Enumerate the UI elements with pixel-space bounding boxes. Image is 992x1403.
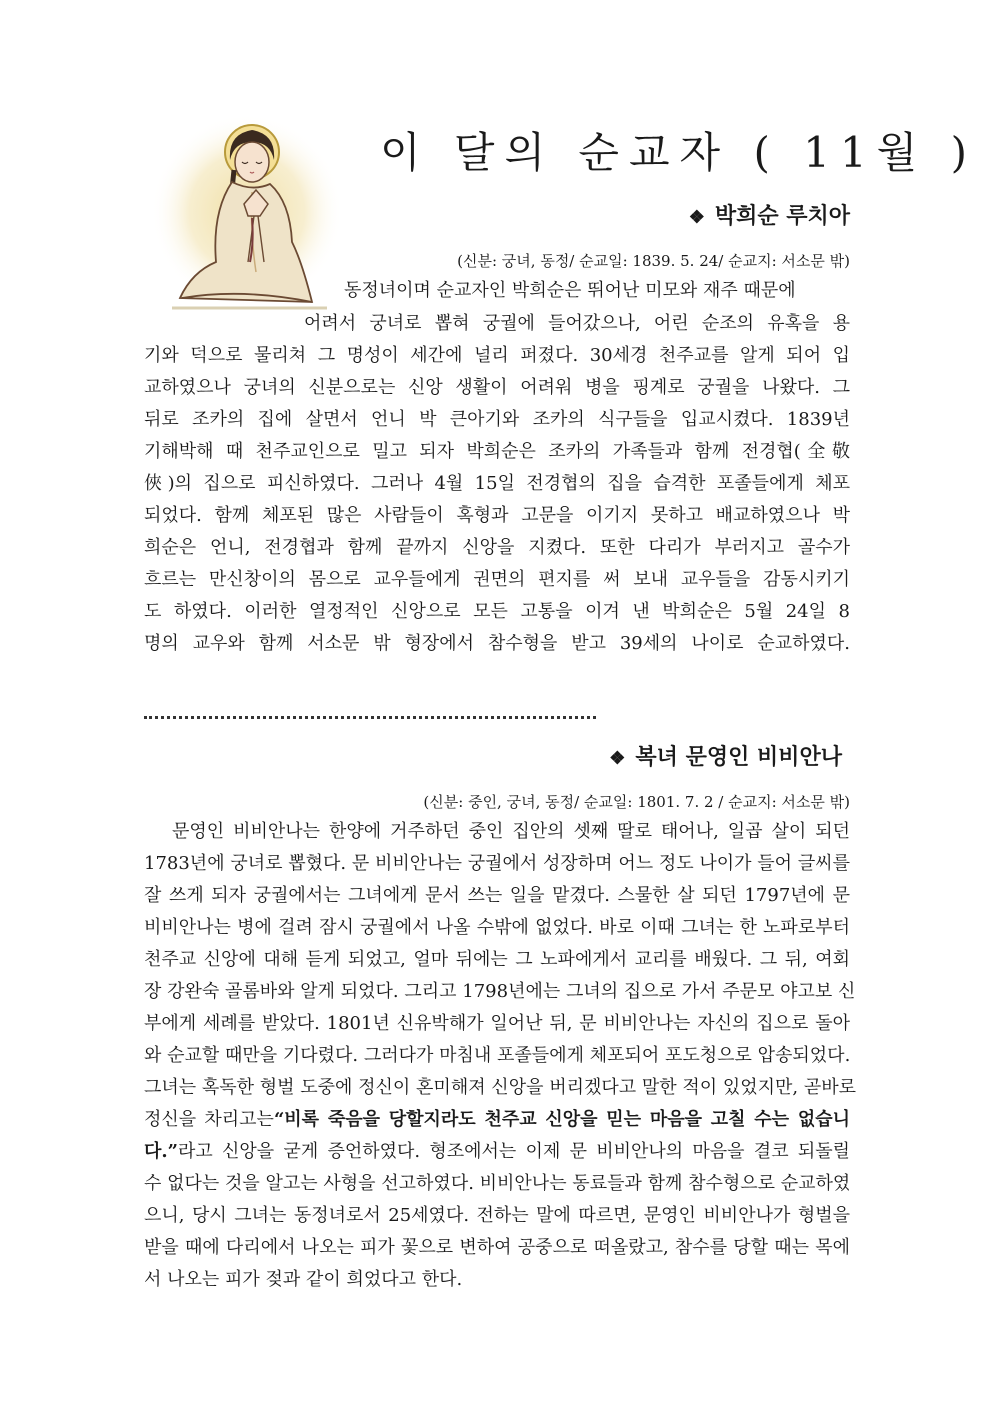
body-line: 문영인 비비안나는 한양에 거주하던 중인 집안의 셋째 딸로 태어나, 일곱 살이 되던 — [172, 821, 850, 842]
body-line: 잘 쓰게 되자 궁궐에서는 그녀에게 문서 쓰는 일을 맡겼다. 스물한 살 되던 1797년에 문 — [144, 885, 850, 906]
body-line: 그녀는 혹독한 형벌 도중에 정신이 혼미해져 신앙을 버리겠다고 말한 적이 있었지만, 곧바로 — [144, 1077, 857, 1098]
body-line: 俠)의 집으로 피신하였다. 그러나 4월 15일 전경협의 집을 습격한 포졸들에게 체포 — [144, 473, 850, 494]
body-line: 서 나오는 피가 젖과 같이 희었다고 한다. — [144, 1269, 463, 1290]
body-line: 동정녀이며 순교자인 박희순은 뛰어난 미모와 재주 때문에 — [344, 280, 796, 301]
quote-bold-end: 다.” — [144, 1141, 179, 1162]
martyr-meta-info: (신분: 궁녀, 동정/ 순교일: 1839. 5. 24/ 순교지: 서소문 밖) — [457, 252, 850, 270]
quote-bold-text: “비록 죽음을 당할지라도 천주교 신앙을 믿는 마음을 고칠 수는 없습니 — [273, 1109, 850, 1130]
section-title-text: 복녀 문영인 비비안나 — [635, 744, 842, 770]
body-line: 천주교 신앙에 대해 듣게 되었고, 얼마 뒤에는 그 노파에게서 교리를 배웠다. 그 뒤, 여회 — [144, 949, 850, 970]
body-line: 도 하였다. 이러한 열정적인 신앙으로 모든 고통을 이겨 낸 박희순은 5월 24일 8 — [144, 601, 850, 622]
body-line: 어려서 궁녀로 뽑혀 궁궐에 들어갔으나, 어린 순조의 유혹을 용 — [304, 313, 850, 334]
dotted-divider — [144, 716, 596, 719]
body-line: 와 순교할 때만을 기다렸다. 그러다가 마침내 포졸들에게 체포되어 포도청으로 압송되었다. — [144, 1045, 851, 1066]
section-title-mun-yeongin — [609, 740, 842, 771]
diamond-bullet-icon: ❖ — [688, 207, 705, 228]
body-line: 장 강완숙 골롬바와 알게 되었다. 그리고 1798년에는 그녀의 집으로 가서 주문모 야고보 신 — [144, 981, 856, 1002]
diamond-bullet-icon: ❖ — [609, 748, 626, 769]
body-line: 수 없다는 것을 알고는 사형을 선고하였다. 비비안나는 동료들과 함께 참수형으로 순교하였 — [144, 1173, 851, 1194]
body-line: 명의 교우와 함께 서소문 밖 형장에서 참수형을 받고 39세의 나이로 순교하였다. — [144, 633, 850, 654]
body-line: 받을 때에 다리에서 나오는 피가 꽃으로 변하여 공중으로 떠올랐고, 참수를 당할 때는 목에 — [144, 1237, 850, 1258]
body-line-quote-start — [144, 1104, 850, 1136]
body-line: 뒤로 조카의 집에 살면서 언니 박 큰아기와 조카의 식구들을 입교시켰다. 1839년 — [144, 409, 850, 430]
quote-trailing-text: 라고 신앙을 굳게 증언하였다. 형조에서는 이제 문 비비안나의 마음을 결코 되돌릴 — [178, 1141, 850, 1162]
body-line: 비비안나는 병에 걸려 잠시 궁궐에서 나올 수밖에 없었다. 바로 이때 그녀는 한 노파로부터 — [144, 917, 850, 938]
martyr-meta-info: (신분: 중인, 궁녀, 동정/ 순교일: 1801. 7. 2 / 순교지: 서소문 밖) — [423, 793, 850, 811]
body-line: 교하였으나 궁녀의 신분으로는 신앙 생활이 어려워 병을 핑계로 궁궐을 나왔다. 그 — [144, 377, 850, 398]
section-title-text: 박희순 루치아 — [714, 203, 850, 229]
body-line: 흐르는 만신창이의 몸으로 교우들에게 권면의 편지를 써 보내 교우들을 감동시키기 — [144, 569, 850, 590]
body-line: 기와 덕으로 물리쳐 그 명성이 세간에 널리 퍼졌다. 30세경 천주교를 알게 되어 입 — [144, 345, 850, 366]
body-line: 으니, 당시 그녀는 동정녀로서 25세였다. 전하는 말에 따르면, 문영인 비비안나가 형벌을 — [144, 1205, 850, 1226]
body-line: 기해박해 때 천주교인으로 밀고 되자 박희순은 조카의 가족들과 함께 전경협(全敬 — [144, 441, 850, 462]
quote-lead-text: 정신을 차리고는 — [144, 1109, 274, 1130]
kneeling-praying-saint-icon — [152, 112, 352, 312]
page-title: 이 달의 순교자 ( 11월 ) — [380, 128, 977, 177]
body-line: 되었다. 함께 체포된 많은 사람들이 혹형과 고문을 이기지 못하고 배교하였으나 박 — [144, 505, 850, 526]
body-line-quote-end — [144, 1136, 850, 1168]
section-title-park-huisun — [689, 199, 850, 230]
body-line: 1783년에 궁녀로 뽑혔다. 문 비비안나는 궁궐에서 성장하며 어느 정도 나이가 들어 글씨를 — [144, 853, 850, 874]
body-line: 부에게 세례를 받았다. 1801년 신유박해가 일어난 뒤, 문 비비안나는 자신의 집으로 돌아 — [144, 1013, 850, 1034]
body-line: 희순은 언니, 전경협과 함께 끝까지 신앙을 지켰다. 또한 다리가 부러지고 골수가 — [144, 537, 850, 558]
